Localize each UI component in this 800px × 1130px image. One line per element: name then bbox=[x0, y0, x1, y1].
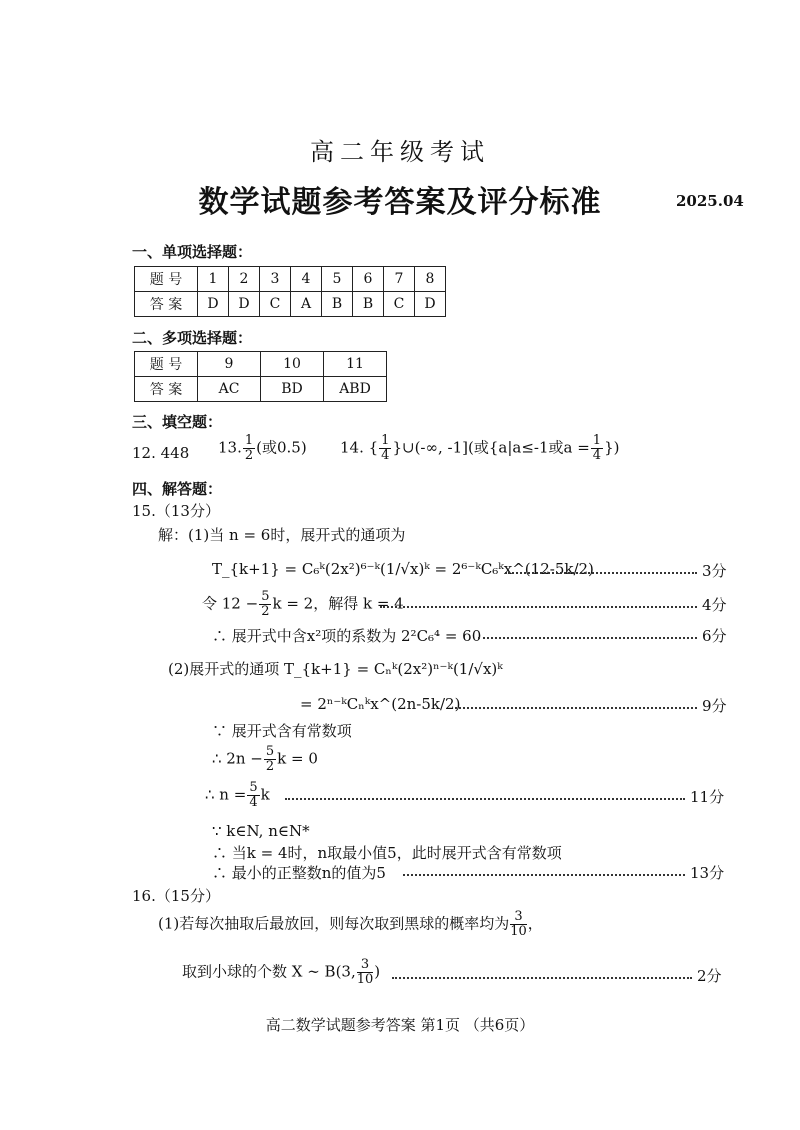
q15-formula-general-term-part2: (2)展开式的通项 T_{k+1} = Cₙᵏ(2x²)ⁿ⁻ᵏ(1/√x)ᵏ bbox=[168, 660, 503, 678]
denominator: 4 bbox=[381, 448, 390, 463]
question-16-title: 16.（15分） bbox=[132, 887, 220, 905]
q15-line: 解：(1)当 n = 6时，展开式的通项为 bbox=[158, 526, 406, 544]
fraction-five-halves bbox=[264, 745, 276, 774]
page-footer: 高二数学试题参考答案 第1页 （共6页） bbox=[265, 1016, 535, 1034]
numerator: 1 bbox=[592, 433, 602, 448]
answer-cell: C bbox=[260, 292, 291, 317]
section-single-choice-heading: 一、单项选择题： bbox=[132, 243, 253, 261]
table-row-answers bbox=[135, 292, 446, 317]
single-choice-answer-table bbox=[134, 266, 446, 317]
question-number: 7 bbox=[384, 267, 415, 292]
q15-text: k = 2，解得 k = 4 bbox=[272, 594, 404, 613]
score-mark: 4分 bbox=[702, 596, 727, 614]
q14-end: }) bbox=[604, 438, 620, 457]
table-row-numbers bbox=[135, 352, 387, 377]
dot-leader bbox=[285, 798, 685, 800]
denominator: 2 bbox=[244, 448, 254, 463]
question-number: 10 bbox=[261, 352, 324, 377]
dot-leader bbox=[478, 637, 697, 639]
q15-line bbox=[205, 781, 270, 810]
numerator: 3 bbox=[357, 958, 374, 973]
denominator: 4 bbox=[592, 448, 602, 463]
numerator: 5 bbox=[249, 780, 258, 795]
section-multi-choice-heading: 二、多项选择题： bbox=[132, 329, 253, 347]
score-mark: 3分 bbox=[702, 562, 727, 580]
dot-leader bbox=[403, 874, 685, 876]
question-number: 4 bbox=[291, 267, 322, 292]
denominator: 2 bbox=[261, 604, 270, 619]
exam-title: 高二年级考试 bbox=[310, 138, 490, 166]
row-label: 答 案 bbox=[135, 377, 198, 402]
score-mark: 2分 bbox=[697, 967, 722, 985]
numerator: 3 bbox=[510, 910, 527, 925]
q15-formula-simplified: = 2ⁿ⁻ᵏCₙᵏx^(2n-5k/2) bbox=[300, 695, 461, 713]
row-label: 答 案 bbox=[135, 292, 198, 317]
q15-line: ∴ 当k = 4时，n取最小值5，此时展开式含有常数项 bbox=[212, 844, 562, 862]
section-solutions-heading: 四、解答题： bbox=[132, 480, 223, 498]
dot-leader bbox=[455, 707, 697, 709]
question-number: 3 bbox=[260, 267, 291, 292]
dot-leader bbox=[505, 572, 697, 574]
answer-cell: B bbox=[322, 292, 353, 317]
question-number: 11 bbox=[324, 352, 387, 377]
q13-prefix: 13. bbox=[218, 438, 242, 457]
numerator: 5 bbox=[265, 744, 275, 759]
q15-text: ∴ n = bbox=[205, 785, 247, 804]
question-number: 6 bbox=[353, 267, 384, 292]
score-mark: 9分 bbox=[702, 697, 727, 715]
q15-formula-general-term: T_{k+1} = C₆ᵏ(2x²)⁶⁻ᵏ(1/√x)ᵏ = 2⁶⁻ᵏC₆ᵏx^(12-5k/2) bbox=[212, 560, 594, 578]
document-title: 数学试题参考答案及评分标准 bbox=[198, 185, 602, 220]
score-mark: 11分 bbox=[690, 788, 725, 806]
fraction-one-half bbox=[243, 434, 255, 463]
table-row-numbers bbox=[135, 267, 446, 292]
denominator: 10 bbox=[510, 924, 527, 939]
q15-line bbox=[212, 745, 318, 774]
score-mark: 13分 bbox=[690, 864, 725, 882]
q15-line: ∴ 展开式中含x²项的系数为 2²C₆⁴ = 60 bbox=[212, 627, 482, 645]
fraction-one-quarter bbox=[379, 434, 391, 463]
question-15-title: 15.（13分） bbox=[132, 502, 220, 520]
q15-text: 令 12 − bbox=[202, 594, 259, 613]
q13-suffix: (或0.5) bbox=[256, 438, 307, 457]
answer-q13 bbox=[218, 434, 307, 463]
score-mark: 6分 bbox=[702, 627, 727, 645]
q15-line: ∵ k∈N, n∈N* bbox=[212, 822, 310, 840]
q16-text: ， bbox=[527, 914, 543, 933]
q15-text: k = 0 bbox=[277, 749, 318, 768]
answer-cell: BD bbox=[261, 377, 324, 402]
dot-leader bbox=[392, 977, 692, 979]
question-number: 2 bbox=[229, 267, 260, 292]
q16-line bbox=[158, 910, 543, 939]
answer-cell: C bbox=[384, 292, 415, 317]
q15-text: ∴ 2n − bbox=[212, 749, 263, 768]
answer-cell: D bbox=[415, 292, 446, 317]
answer-cell: D bbox=[229, 292, 260, 317]
q14-middle: }∪(-∞, -1](或{a|a≤-1或a = bbox=[392, 438, 590, 457]
answer-cell: AC bbox=[198, 377, 261, 402]
fraction-five-quarters bbox=[247, 781, 259, 810]
q16-text: ) bbox=[374, 962, 381, 981]
fraction-five-halves bbox=[259, 590, 271, 619]
exam-date: 2025.04 bbox=[676, 192, 744, 210]
fraction-three-tenths bbox=[357, 958, 374, 987]
q16-line bbox=[182, 958, 380, 987]
denominator: 2 bbox=[265, 759, 275, 774]
row-label: 题 号 bbox=[135, 352, 198, 377]
answer-q14 bbox=[340, 434, 619, 463]
answer-cell: A bbox=[291, 292, 322, 317]
question-number: 8 bbox=[415, 267, 446, 292]
answer-cell: B bbox=[353, 292, 384, 317]
answer-cell: ABD bbox=[324, 377, 387, 402]
fraction-one-quarter bbox=[591, 434, 603, 463]
q15-line bbox=[202, 590, 404, 619]
numerator: 1 bbox=[244, 433, 254, 448]
q16-text: (1)若每次抽取后最放回，则每次取到黑球的概率均为 bbox=[158, 914, 510, 933]
q15-text: k bbox=[260, 785, 270, 804]
question-number: 5 bbox=[322, 267, 353, 292]
denominator: 4 bbox=[249, 795, 258, 810]
q15-line: ∴ 最小的正整数n的值为5 bbox=[212, 864, 386, 882]
q16-text: 取到小球的个数 X ∼ B(3, bbox=[182, 962, 356, 981]
question-number: 9 bbox=[198, 352, 261, 377]
answer-cell: D bbox=[198, 292, 229, 317]
question-number: 1 bbox=[198, 267, 229, 292]
dot-leader bbox=[380, 606, 697, 608]
section-fill-blank-heading: 三、填空题： bbox=[132, 413, 223, 431]
table-row-answers bbox=[135, 377, 387, 402]
fraction-three-tenths bbox=[510, 910, 527, 939]
multi-choice-answer-table bbox=[134, 351, 387, 402]
numerator: 1 bbox=[381, 433, 390, 448]
q15-line: ∵ 展开式含有常数项 bbox=[212, 722, 352, 740]
q14-prefix: 14. { bbox=[340, 438, 379, 457]
answer-q12: 12. 448 bbox=[132, 444, 190, 462]
denominator: 10 bbox=[356, 972, 374, 987]
row-label: 题 号 bbox=[135, 267, 198, 292]
numerator: 5 bbox=[261, 589, 270, 604]
